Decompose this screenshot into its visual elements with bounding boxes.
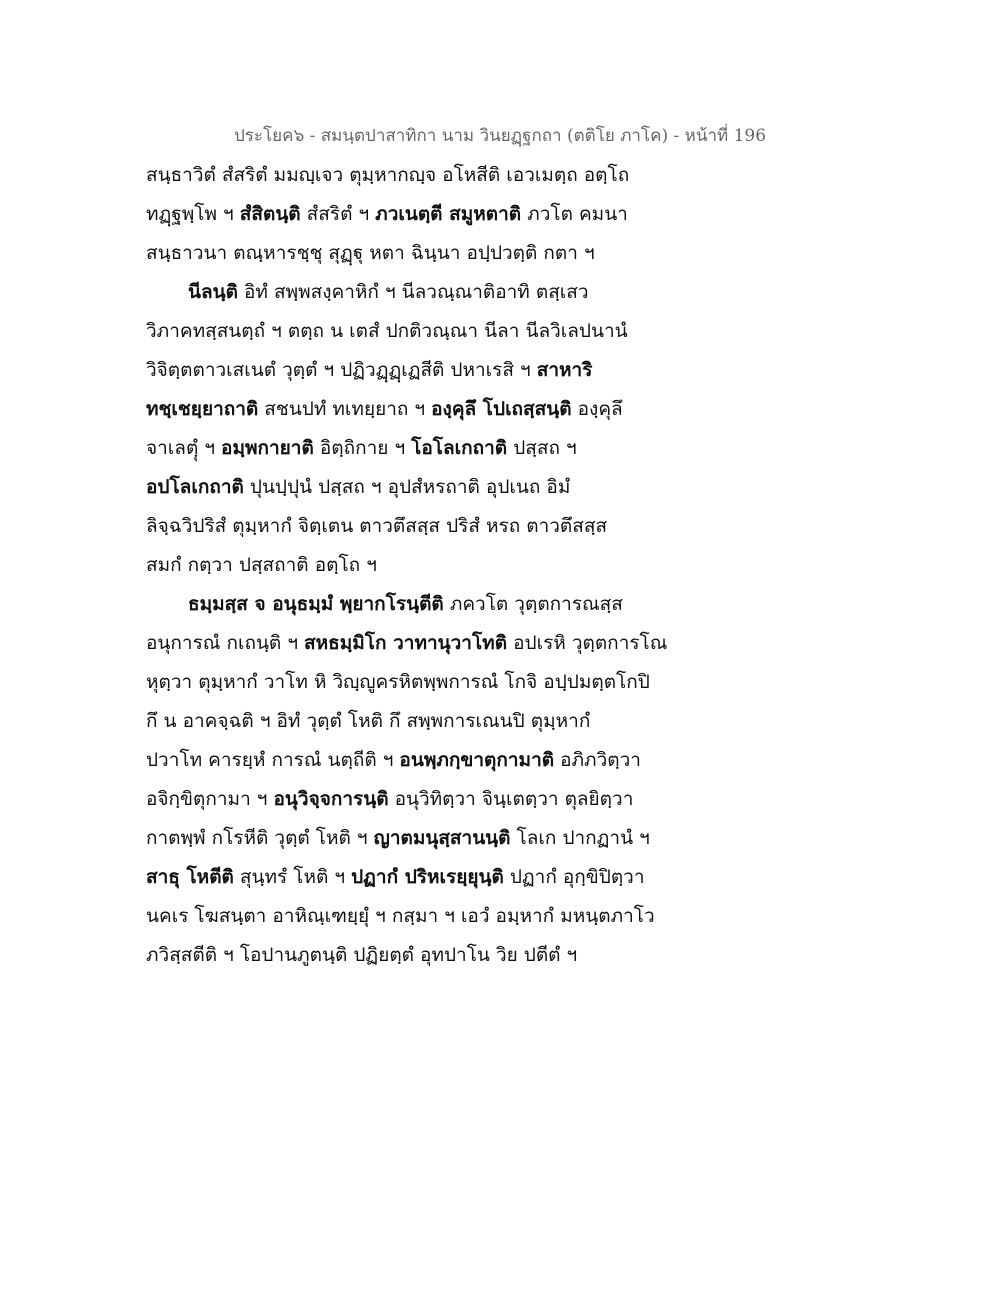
text-line	[146, 234, 866, 273]
bold-term: ภวเนตฺตี สมูหตาติ	[375, 203, 522, 225]
paragraph	[146, 273, 866, 585]
bold-term: อปโลเกถาติ	[146, 476, 244, 498]
paragraph	[146, 585, 866, 975]
bold-term: สาหาริ	[536, 359, 593, 381]
text-run: สชนปทํ ทเทยฺยาถ ฯ	[258, 398, 432, 420]
text-run: ปุนปฺปุนํ ปสฺสถ ฯ อุปสํหรถาติ อุปเนถ อิมํ	[243, 476, 571, 498]
text-run: วิจิตฺตตาวเสเนตํ วุตฺตํ ฯ ปฏิวฏฺฏฺเฏสีติ ปหาเรสิ ฯ	[146, 359, 537, 381]
text-line	[146, 741, 866, 780]
text-line	[146, 507, 866, 546]
text-line	[146, 585, 866, 624]
text-run: กาตพฺพํ กโรหีติ วุตฺตํ โหติ ฯ	[146, 827, 374, 849]
text-run: ปฏากํ อุกฺขิปิตฺวา	[503, 866, 645, 888]
text-run: หุตฺวา ตุมฺหากํ วาโท หิ วิญฺญูครหิตพฺพการณํ โกจิ อปฺปมตฺตโกปิ	[146, 671, 650, 693]
text-run: อปเรหิ วุตฺตการโณ	[507, 632, 668, 654]
text-run: องฺคุลึ	[571, 398, 623, 420]
bold-term: ญาตมนุสฺสานนฺติ	[373, 827, 511, 849]
bold-term: สํสิตนฺติ	[239, 203, 301, 225]
bold-term: โอโลเกถาติ	[411, 437, 508, 459]
running-header: ประโยค๖ - สมนฺตปาสาทิกา นาม วินยฏฺฐกถา (ตติโย ภาโค) - หน้าที่ 196	[233, 126, 767, 146]
bold-term: สหธมฺมิโก วาทานุวาโทติ	[304, 632, 508, 654]
text-run: สนฺธาวนา ตณฺหารชฺชุ สุฏฺฐุ หตา ฉินฺนา อปฺปวตฺติ กตา ฯ	[146, 242, 595, 264]
bold-term: องฺคุลึ โปเถสฺสนฺติ	[431, 398, 572, 420]
text-line	[146, 156, 866, 195]
text-line	[146, 780, 866, 819]
text-line	[146, 429, 866, 468]
text-run: สมกํ กตฺวา ปสฺสถาติ อตฺโถ ฯ	[146, 554, 377, 576]
bold-term: ทชฺเชยฺยาถาติ	[146, 398, 259, 420]
text-line	[146, 312, 866, 351]
paragraph	[146, 156, 866, 273]
text-run: อภิภวิตฺวา	[554, 749, 641, 771]
text-line	[146, 702, 866, 741]
bold-term: อนพฺภกฺขาตุกามาติ	[399, 749, 555, 771]
text-line	[146, 351, 866, 390]
text-run: ภวโต คมนา	[521, 203, 628, 225]
text-run: สํสริตํ ฯ	[300, 203, 376, 225]
text-run: ลิจฺฉวิปริสํ ตุมฺหากํ จิตฺเตน ตาวตึสสฺส ปริสํ หรถ ตาวตึสสฺส	[146, 515, 608, 537]
text-run: อิทํ สพฺพสงฺคาหิกํ ฯ นีลวณฺณาติอาทิ ตสฺเสว	[237, 281, 589, 303]
text-run: ทฏฺฐพฺโพ ฯ	[146, 203, 240, 225]
text-line	[146, 936, 866, 975]
text-run: ภควโต วุตฺตการณสฺส	[443, 593, 623, 615]
text-line	[146, 195, 866, 234]
bold-term: อนุวิจฺจการนฺติ	[273, 788, 389, 810]
bold-term: ธมฺมสฺส จ อนุธมฺมํ พฺยากโรนฺตีติ	[188, 593, 444, 615]
text-run: วิภาคทสฺสนตฺถํ ฯ ตตฺถ น เตสํ ปกติวณฺณา นีลา นีลวิเลปนานํ	[146, 320, 628, 342]
page-body	[146, 156, 866, 975]
text-run: สนฺธาวิตํ สํสริตํ มมญฺเจว ตุมฺหากญฺจ อโหสีติ เอวเมตฺถ อตฺโถ	[146, 164, 630, 186]
bold-term: ปฏากํ ปริหเรยฺยุนฺติ	[351, 866, 504, 888]
text-run: อิตฺถิกาย ฯ	[313, 437, 412, 459]
bold-term: อมฺพกายาติ	[221, 437, 314, 459]
text-run: อนุวิทิตฺวา จินฺเตตฺวา ตุลยิตฺวา	[388, 788, 634, 810]
text-line	[146, 897, 866, 936]
text-line	[146, 819, 866, 858]
text-line	[146, 663, 866, 702]
text-run: อนุการณํ กเถนฺติ ฯ	[146, 632, 305, 654]
text-run: ปวาโท คารยฺหํ การณํ นตฺถีติ ฯ	[146, 749, 400, 771]
text-line	[146, 858, 866, 897]
text-run: จาเลตฺุํ ฯ	[146, 437, 222, 459]
bold-term: สาธุ โหตีติ	[146, 866, 234, 888]
text-run: ปสฺสถ ฯ	[507, 437, 577, 459]
text-line	[146, 468, 866, 507]
text-run: สุนฺทรํ โหติ ฯ	[233, 866, 352, 888]
bold-term: นีลนฺติ	[188, 281, 238, 303]
text-run: อจิกฺขิตุกามา ฯ	[146, 788, 274, 810]
text-run: กึ น อาคจฺฉติ ฯ อิทํ วุตฺตํ โหติ กึ สพฺพการเณนปิ ตุมฺหากํ	[146, 710, 591, 732]
text-line	[146, 624, 866, 663]
text-line	[146, 546, 866, 585]
text-run: โลเก ปากฏานํ ฯ	[510, 827, 650, 849]
text-run: นคเร โฆสนฺตา อาหิณฺเฑยฺยุํ ฯ กสฺมา ฯ เอวํ อมฺหากํ มหนฺตภาโว	[146, 905, 655, 927]
text-line	[146, 390, 866, 429]
text-run: ภวิสฺสตีติ ฯ โอปานภูตนฺติ ปฏิยตฺตํ อุทปาโน วิย ปตีตํ ฯ	[146, 944, 578, 966]
text-line	[146, 273, 866, 312]
